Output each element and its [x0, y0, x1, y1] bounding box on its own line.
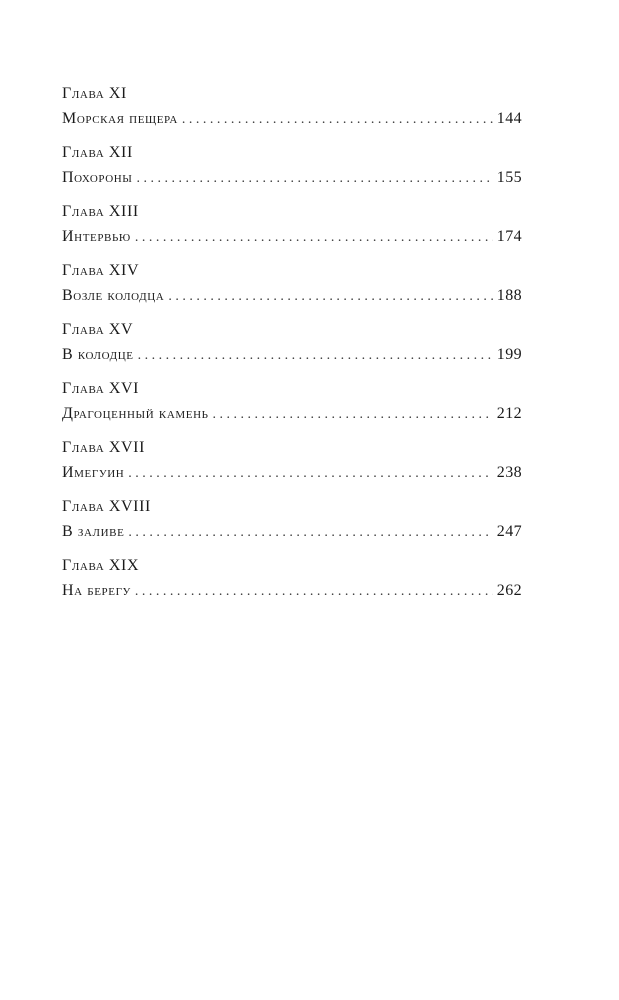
chapter-word: Глава [62, 380, 105, 397]
dot-leader [128, 523, 492, 543]
chapter-title: На берегу [62, 582, 131, 599]
chapter-label [62, 320, 522, 340]
page-number: 262 [496, 582, 522, 599]
chapter-title: Драгоценный камень [62, 405, 209, 422]
page-number: 238 [496, 464, 522, 481]
toc-line [62, 463, 522, 483]
toc-line [62, 404, 522, 424]
dot-leader [135, 582, 493, 602]
chapter-word: Глава [62, 85, 105, 102]
chapter-number: XIV [108, 262, 140, 279]
chapter-title: Возле колодца [62, 287, 165, 304]
page-number: 199 [496, 346, 522, 363]
chapter-number: XVII [108, 439, 146, 456]
chapter-label [62, 261, 522, 281]
chapter-word: Глава [62, 557, 105, 574]
dot-leader [213, 405, 493, 425]
chapter-word: Глава [62, 144, 105, 161]
chapter-number: XVIII [108, 498, 151, 515]
chapter-number: XV [108, 321, 134, 338]
page-number: 144 [496, 110, 522, 127]
chapter-number: XII [108, 144, 133, 161]
page-number: 212 [496, 405, 522, 422]
chapter-word: Глава [62, 262, 105, 279]
toc-line [62, 581, 522, 601]
toc-entry [62, 320, 522, 379]
toc-entry [62, 379, 522, 438]
chapter-number: XI [108, 85, 127, 102]
chapter-number: XVI [108, 380, 140, 397]
page-number: 174 [496, 228, 522, 245]
chapter-label [62, 497, 522, 517]
chapter-label [62, 143, 522, 163]
chapter-title: Интервью [62, 228, 131, 245]
chapter-label [62, 379, 522, 399]
dot-leader [128, 464, 493, 484]
chapter-title: В колодце [62, 346, 134, 363]
dot-leader [182, 110, 493, 130]
page-number: 247 [496, 523, 522, 540]
chapter-word: Глава [62, 439, 105, 456]
toc-line [62, 286, 522, 306]
toc-line [62, 227, 522, 247]
chapter-label [62, 556, 522, 576]
toc-entry [62, 84, 522, 143]
page-number: 155 [496, 169, 522, 186]
chapter-word: Глава [62, 203, 105, 220]
toc-entry [62, 143, 522, 202]
chapter-number: XIX [108, 557, 140, 574]
dot-leader [137, 169, 493, 189]
chapter-word: Глава [62, 498, 105, 515]
chapter-title: Похороны [62, 169, 133, 186]
chapter-title: В заливе [62, 523, 125, 540]
chapter-label [62, 84, 522, 104]
chapter-title: Морская пещера [62, 110, 178, 127]
chapter-number: XIII [108, 203, 139, 220]
dot-leader [138, 346, 493, 366]
toc-entry [62, 497, 522, 556]
page-number: 188 [496, 287, 522, 304]
chapter-word: Глава [62, 321, 105, 338]
toc-entry [62, 202, 522, 261]
toc-entry [62, 261, 522, 320]
dot-leader [168, 287, 492, 307]
toc-entry [62, 438, 522, 497]
toc-line [62, 109, 522, 129]
toc-line [62, 168, 522, 188]
toc-entry [62, 556, 522, 615]
toc-line [62, 522, 522, 542]
table-of-contents [62, 84, 522, 615]
toc-line [62, 345, 522, 365]
dot-leader [135, 228, 493, 248]
chapter-title: Имегуин [62, 464, 125, 481]
chapter-label [62, 438, 522, 458]
chapter-label [62, 202, 522, 222]
